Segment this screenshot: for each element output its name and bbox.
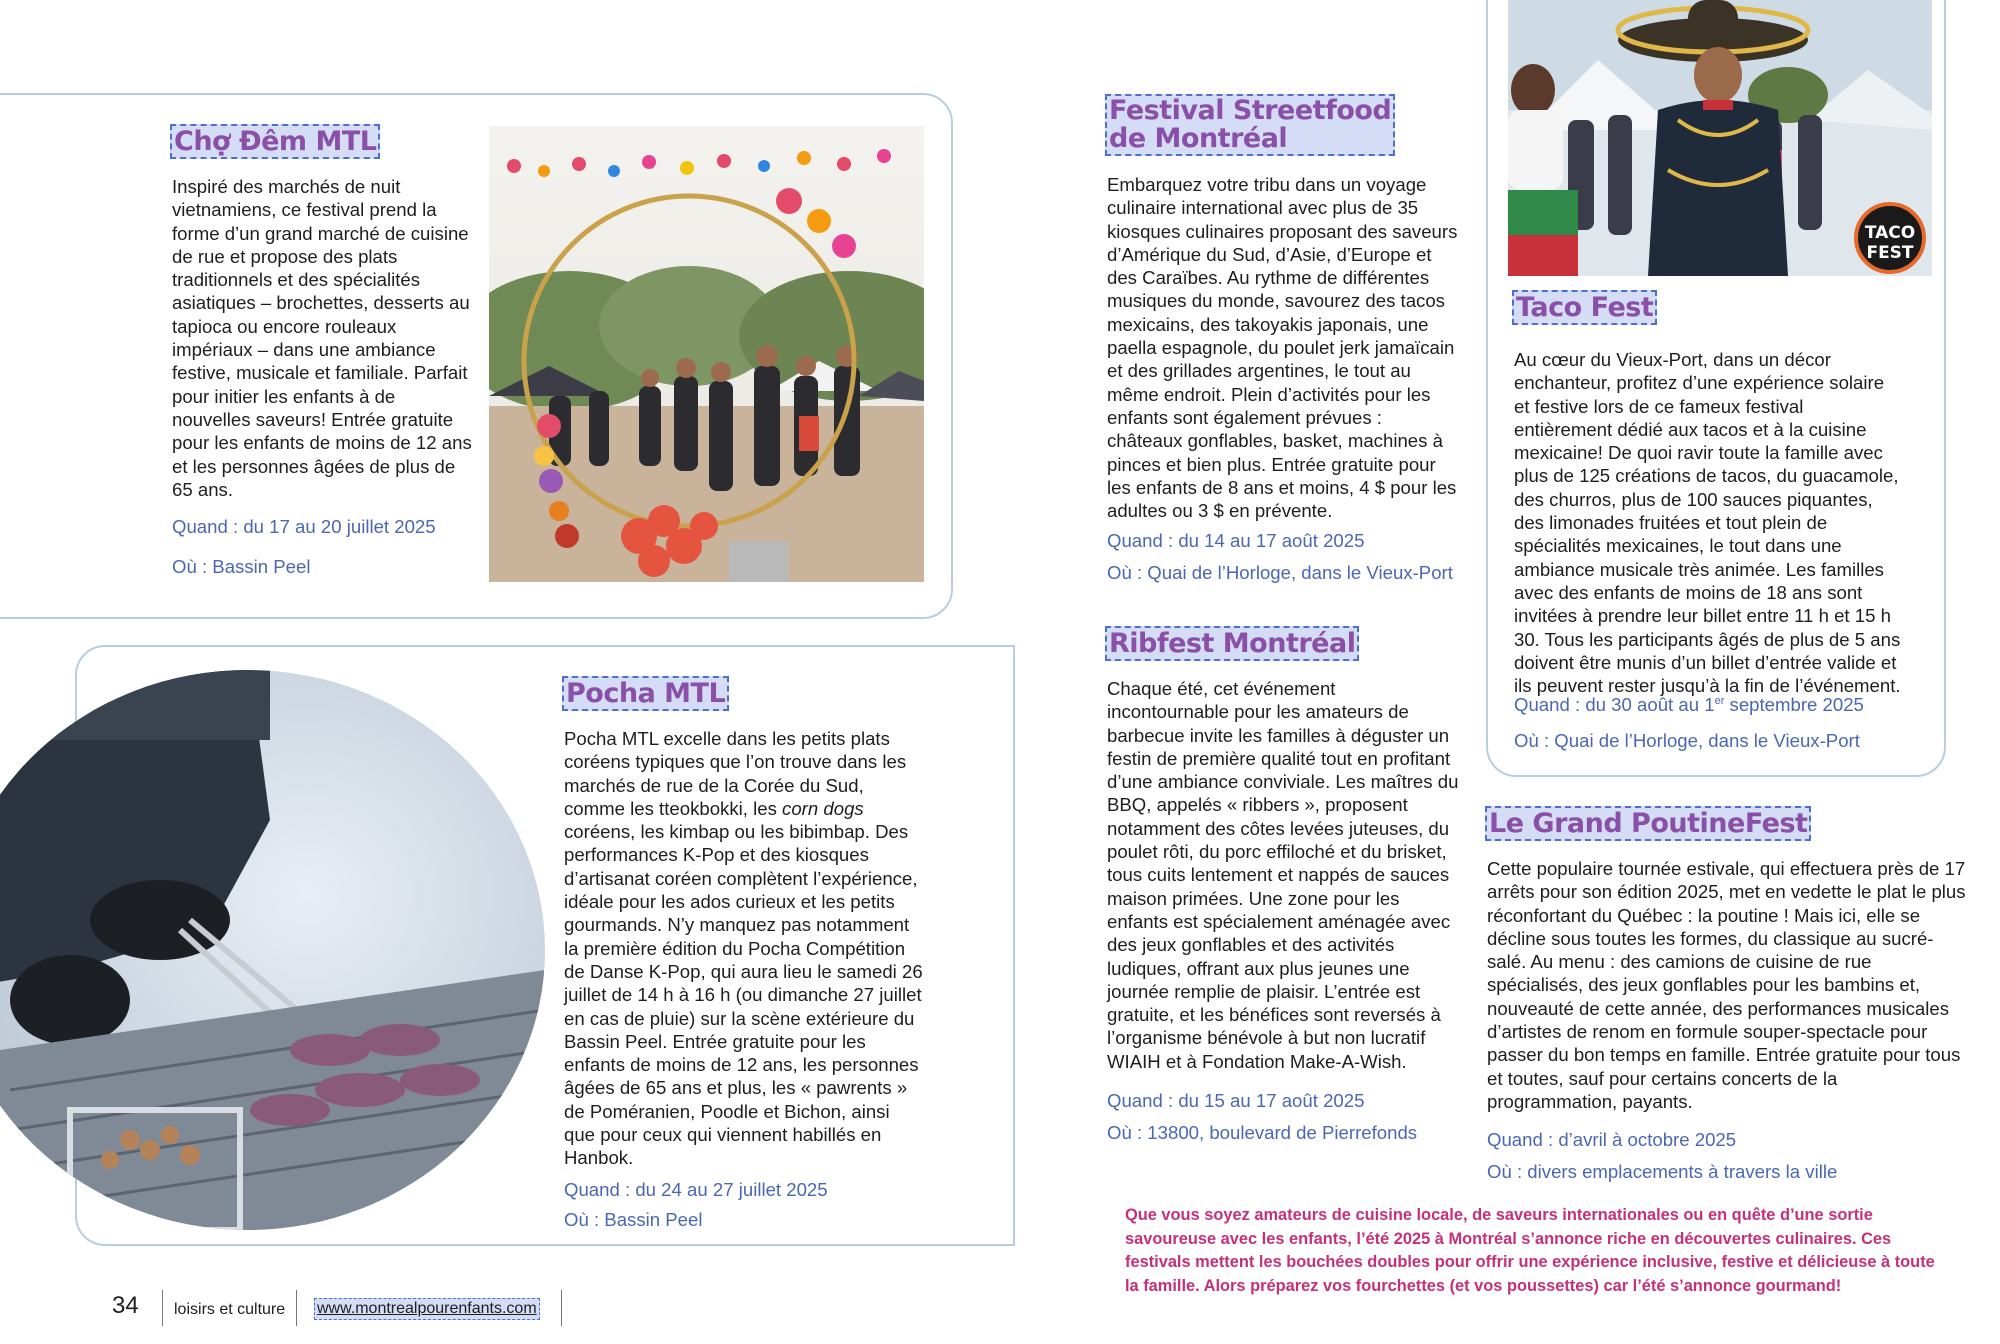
streetfood-title-line2: de Montréal (1109, 123, 1288, 154)
footer-section: loisirs et culture (174, 1301, 286, 1318)
pocha-where: Où : Bassin Peel (564, 1209, 703, 1230)
ribfest-title: Ribfest Montréal (1105, 626, 1359, 661)
cho-dem-when: Quand : du 17 au 20 juillet 2025 (172, 516, 436, 537)
streetfood-body: Embarquez votre tribu dans un voyage culinaire international avec plus de 35 kiosques culinaires proposant des saveurs d’Amérique du Sud, d’Asie, d’Europe et des Caraïbes. Au rythme de différentes musiques du monde, savourez des tacos mexicains, des takoyakis japonais, une paella espagnole, du poulet jerk jamaïcain et des grillades argentines, le tout au même endroit. Plein d’activités pour les enfants sont également prévues : châteaux gonflables, basket, machines à pinces et bien plus. Entrée gratuite pour les enfants de 8 ans et moins, 4 $ pour les adultes ou 3 $ en prévente. (1107, 174, 1458, 522)
pocha-body-italic: corn dogs (782, 797, 864, 819)
poutine-body: Cette populaire tournée estivale, qui effectuera près de 17 arrêts pour son édition 2025, met en vedette le plat le plus réconfortant du Québec : la poutine ! Mais ici, elle se décline sous toutes les formes, du classique au sucré-salé. Au menu : des camions de cuisine de rue spécialisés, des jeux gonflables pour les bambins et, nouveauté de cette année, des performances musicales d’artistes de renom en formule souper-spectacle pour passer du bon temps en famille. Entrée gratuite pour tous et toutes, sauf pour certains concerts de la programmation, payants. (1487, 858, 1966, 1112)
taco-body: Au cœur du Vieux-Port, dans un décor enchanteur, profitez d’une expérience solaire et festive lors de ce fameux festival entièrement dédié aux tacos et à la cuisine mexicaine! De quoi ravir toute la famille avec plus de 125 créations de tacos, du guacamole, des churros, plus de 100 sauces piquantes, des limonades fruitées et tout plein de spécialités mexicaines, le tout dans une ambiance musicale très animée. Les familles avec des enfants de moins de 18 ans sont invitées à prendre leur billet entre 11 h et 15 h 30. Tous les participants âgés de plus de 5 ans doivent être munis d’un billet d’entrée valide et ils peuvent rester jusqu’à la fin de l’événement. (1514, 349, 1901, 697)
footer-page-number: 34 (112, 1292, 139, 1319)
poutine-where: Où : divers emplacements à travers la ville (1487, 1161, 1838, 1182)
poutine-when: Quand : d’avril à octobre 2025 (1487, 1129, 1737, 1150)
taco-photo (1508, 0, 1932, 276)
taco-logo-line1: TACO (1864, 223, 1916, 243)
streetfood-when: Quand : du 14 au 17 août 2025 (1107, 530, 1365, 551)
cho-dem-title: Chợ Đêm MTL (170, 124, 380, 159)
cho-dem-where: Où : Bassin Peel (172, 556, 311, 577)
cho-dem-photo (489, 126, 924, 582)
taco-when-pre: Quand : du 30 août au 1 (1514, 694, 1715, 716)
streetfood-title (1105, 94, 1395, 156)
streetfood-where: Où : Quai de l’Horloge, dans le Vieux-Port (1107, 562, 1453, 583)
pocha-body-part2: coréens, les kimbap ou les bibimbap. Des performances K-Pop et des kiosques d’artisanat coréen complètent l’expérience, idéale pour les ados curieux et les petits gourmands. N’y manquez pas notamment la première édition du Pocha Compétition de Danse K-Pop, qui aura lieu le samedi 26 juillet de 14 h à 16 h (ou dimanche 27 juillet en cas de pluie) sur la scène extérieure du Bassin Peel. Entrée gratuite pour les enfants de moins de 12 ans, les personnes âgées de 65 ans et plus, les « pawrents » de Poméranien, Poodle et Bichon, ainsi que pour ceux qui viennent habillés en Hanbok. (564, 821, 923, 1169)
taco-logo-line2: FEST (1866, 243, 1914, 263)
cho-dem-body: Inspiré des marchés de nuit vietnamiens, ce festival prend la forme d’un grand marché de cuisine de rue et propose des plats traditionnels et des spécialités asiatiques – brochettes, desserts au tapioca ou encore rouleaux impériaux – dans une ambiance festive, musicale et familiale. Parfait pour initier les enfants à de nouvelles saveurs! Entrée gratuite pour les enfants de moins de 12 ans et les personnes âgées de plus de 65 ans. (172, 176, 472, 500)
poutine-title: Le Grand PoutineFest (1485, 806, 1811, 841)
ribfest-body: Chaque été, cet événement incontournable pour les amateurs de barbecue invite les familles à déguster un festin de première qualité tout en profitant d’une ambiance conviviale. Les maîtres du BBQ, appelés « ribbers », proposent notamment des côtes levées juteuses, du poulet rôti, du porc effiloché et du brisket, tous cuits lentement et nappés de sauces maison primées. Une zone pour les enfants est spécialement aménagée avec des jeux gonflables et des activités ludiques, offrant aux plus jeunes une journée remplie de plaisir. L’entrée est gratuite, et les bénéfices sont reversés à l’organisme bénévole à but non lucratif WIAIH et à Fondation Make-A-Wish. (1107, 678, 1459, 1072)
footer-website-link[interactable]: www.montrealpourenfants.com (314, 1298, 540, 1320)
pocha-title: Pocha MTL (562, 676, 729, 711)
taco-when (1514, 690, 1864, 716)
pocha-body (564, 727, 924, 1170)
streetfood-title-line1: Festival Streetfood (1109, 95, 1392, 126)
taco-title: Taco Fest (1512, 290, 1657, 325)
pocha-when: Quand : du 24 au 27 juillet 2025 (564, 1179, 828, 1200)
footer-divider-2 (296, 1290, 297, 1326)
ribfest-when: Quand : du 15 au 17 août 2025 (1107, 1090, 1365, 1111)
outro-paragraph: Que vous soyez amateurs de cuisine locale, de saveurs internationales ou en quête d’une sortie savoureuse avec les enfants, l’été 2025 à Montréal s’annonce riche en découvertes culinaires. Ces festivals mettent les bouchées doubles pour offrir une expérience inclusive, festive et délicieuse à toute la famille. Alors préparez vos fourchettes (et vos poussettes) car l’été s’annonce gourmand! (1125, 1206, 1935, 1295)
ribfest-where: Où : 13800, boulevard de Pierrefonds (1107, 1122, 1418, 1143)
footer-divider-3 (561, 1290, 562, 1326)
pocha-body-part1: Pocha MTL excelle dans les petits plats coréens typiques que l’on trouve dans les marchés de rue de la Corée du Sud, comme les tteokbokki, les (564, 728, 907, 819)
footer-divider-1 (162, 1290, 163, 1326)
taco-where: Où : Quai de l’Horloge, dans le Vieux-Port (1514, 730, 1860, 751)
taco-when-post: septembre 2025 (1724, 694, 1864, 716)
taco-when-sup: er (1714, 695, 1725, 707)
